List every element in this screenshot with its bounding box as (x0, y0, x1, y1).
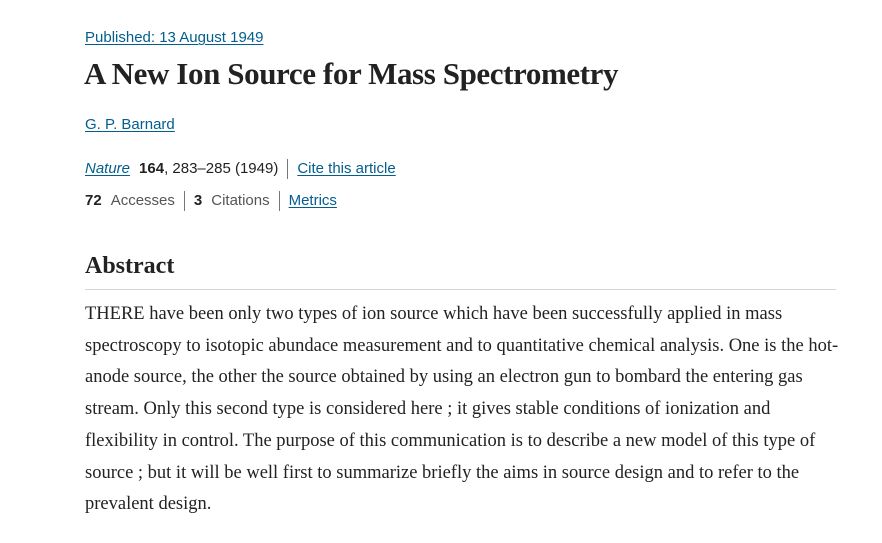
separator (279, 191, 280, 211)
cite-this-article-link[interactable]: Cite this article (297, 160, 396, 177)
section-divider (85, 289, 836, 290)
citations-count: 3 (193, 192, 203, 209)
metrics-link[interactable]: Metrics (288, 192, 337, 209)
article-title: A New Ion Source for Mass Spectrometry (84, 56, 619, 91)
separator (184, 191, 185, 211)
abstract-heading: Abstract (85, 253, 175, 279)
volume-number: 164 (139, 160, 165, 177)
published-date-link[interactable]: Published: 13 August 1949 (85, 29, 264, 46)
abstract-text: THERE have been only two types of ion source which have been successfully applied in mass spectroscopy to isotopic abundace measurement and to quantitative chemical analysis. One is the hot-anode source, the other the source obtained by using an electron gun to bombard the entering gas stream. Only this second type is considered here ; it gives stable conditions of ionization and flexibility in control. The purpose of this communication is to describe a new model of this type of source ; but it will be well first to summarize briefly the aims in source design and to refer to the prevalent design. (85, 304, 839, 515)
citations-label: Citations (211, 192, 270, 209)
accesses-count: 72 (85, 192, 102, 209)
page-range: , 283–285 (1949) (164, 160, 279, 177)
journal-link[interactable]: Nature (85, 160, 131, 177)
separator (287, 159, 288, 179)
metrics-line (85, 191, 337, 211)
author-link[interactable]: G. P. Barnard (85, 116, 175, 133)
citation-line (85, 159, 396, 179)
accesses-label: Accesses (110, 192, 175, 209)
